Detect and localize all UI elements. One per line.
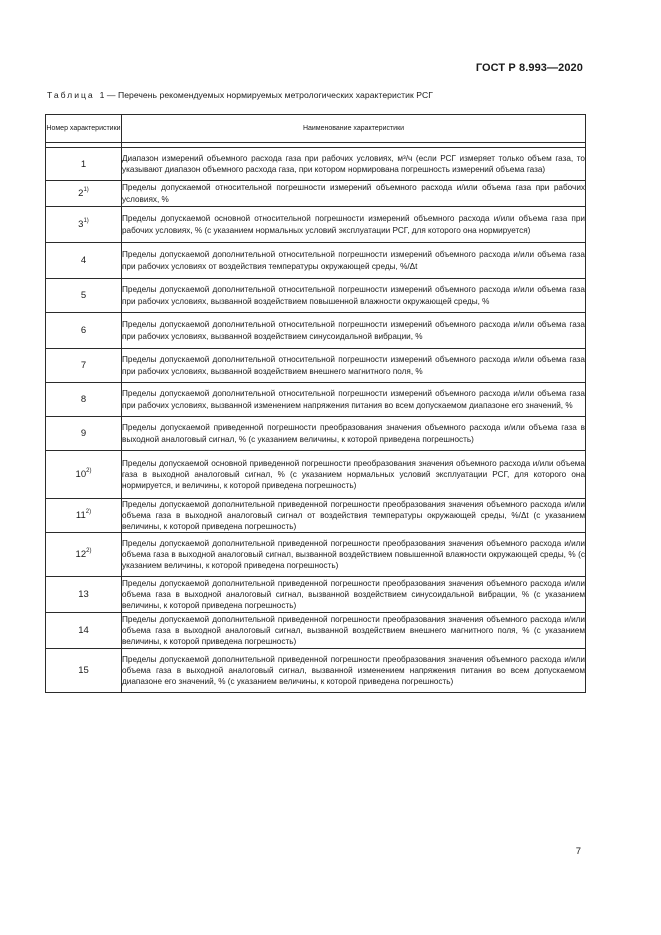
row-number xyxy=(46,383,122,417)
row-number-value: 5 xyxy=(80,290,87,301)
table-row xyxy=(46,383,586,417)
row-description: Пределы допускаемой дополнительной приведенной погрешности преобразования значения объемного расхода и/или объема газа в выходной аналоговый сигнал, вызванной воздействием внешнего магнитного поля, % (с указанием величины, к которой приведена погрешность) xyxy=(122,613,586,649)
row-number xyxy=(46,313,122,349)
table-row xyxy=(46,499,586,533)
page-number: 7 xyxy=(575,846,581,857)
header-name: Наименование характеристики xyxy=(122,115,586,143)
row-description: Пределы допускаемой дополнительной относительной погрешности измерений объемного расхода и/или объема газа при рабочих условиях от воздействия температуры окружающей среды, %/Δt xyxy=(122,243,586,279)
row-number xyxy=(46,533,122,577)
row-footnote-marker: 2) xyxy=(86,468,92,474)
table-row xyxy=(46,577,586,613)
characteristics-table xyxy=(45,114,586,693)
table-row xyxy=(46,148,586,181)
table-header-row xyxy=(46,115,586,143)
row-number-value: 3 xyxy=(78,219,84,230)
row-description: Пределы допускаемой дополнительной относительной погрешности измерений объемного расхода и/или объема газа при рабочих условиях, вызванной воздействием синусоидальной вибрации, % xyxy=(122,313,586,349)
row-description: Пределы допускаемой приведенной погрешности преобразования значения объемного расхода и/или объема газа в выходной аналоговый сигнал, % (с указанием величины, к которой приведена погрешность) xyxy=(122,417,586,451)
row-description: Пределы допускаемой дополнительной относительной погрешности измерений объемного расхода и/или объема газа при рабочих условиях, вызванной воздействием повышенной влажности окружающей среды, % xyxy=(122,279,586,313)
row-description: Пределы допускаемой основной относительной погрешности измерений объемного расхода и/или объема газа при рабочих условиях, % (с указанием нормальных условий эксплуатации РСГ, для которого она нормируется) xyxy=(122,207,586,243)
row-number xyxy=(46,181,122,207)
row-footnote-marker: 2) xyxy=(86,548,92,555)
row-number-value: 15 xyxy=(78,665,89,677)
table-row xyxy=(46,279,586,313)
row-number-value: 4 xyxy=(80,255,87,266)
row-number-value: 12 xyxy=(75,549,87,561)
table-row xyxy=(46,451,586,499)
row-description: Пределы допускаемой дополнительной приведенной погрешности преобразования значения объемного расхода и/или объема газа в выходной аналоговый сигнал, вызванной воздействием повышенной влажности окружающей среды, % (с указанием величины, к которой приведена погрешность) xyxy=(122,533,586,577)
row-description: Пределы допускаемой дополнительной приведенной погрешности преобразования значения объемного расхода и/или объема газа в выходной аналоговый сигнал, вызванной воздействием синусоидальной вибрации, % (с указанием величины, к которой приведена погрешность) xyxy=(122,577,586,613)
row-footnote-marker: 1) xyxy=(83,187,89,193)
row-number xyxy=(46,649,122,693)
row-description: Пределы допускаемой дополнительной относительной погрешности измерений объемного расхода и/или объема газа при рабочих условиях, вызванной изменением напряжения питания во всем допускаемом диапазоне его значений, % xyxy=(122,383,586,417)
table-caption xyxy=(47,90,433,100)
table-body xyxy=(46,148,586,693)
row-footnote-marker: 1) xyxy=(83,218,89,224)
table-caption-number: 1 xyxy=(99,90,105,100)
table-row xyxy=(46,313,586,349)
table-row xyxy=(46,207,586,243)
row-number-value: 14 xyxy=(78,625,89,637)
row-number-value: 10 xyxy=(75,469,87,480)
row-number xyxy=(46,577,122,613)
row-number-value: 2 xyxy=(78,188,84,199)
row-number xyxy=(46,148,122,181)
row-description: Диапазон измерений объемного расхода газа при рабочих условиях, м³/ч (если РСГ измеряет только объем газа, то указывают диапазон объемного расхода газа, при котором нормирована погрешность измерений объема газа) xyxy=(122,148,586,181)
row-number-value: 7 xyxy=(80,360,87,371)
table-row xyxy=(46,649,586,693)
row-description: Пределы допускаемой основной приведенной погрешности преобразования значения объемного расхода и/или объема газа в выходной аналоговый сигнал, % (с указанием нормальных условий эксплуатации РСГ, для которого она нормируется, и величины, к которой приведена погрешность) xyxy=(122,451,586,499)
row-description: Пределы допускаемой дополнительной приведенной погрешности преобразования значения объемного расхода и/или объема газа в выходной аналоговый сигнал, вызванной изменением напряжения питания во всем допускаемом диапазоне его значений, % (с указанием величины, к которой приведена погрешность) xyxy=(122,649,586,693)
table-caption-label: Таблица xyxy=(47,90,95,100)
row-number xyxy=(46,417,122,451)
row-number xyxy=(46,451,122,499)
row-number-value: 11 xyxy=(75,510,86,522)
row-number xyxy=(46,349,122,383)
row-number-value: 9 xyxy=(80,428,87,439)
row-number xyxy=(46,207,122,243)
standard-code: ГОСТ Р 8.993—2020 xyxy=(475,62,583,74)
row-number-value: 6 xyxy=(80,325,87,336)
row-description: Пределы допускаемой относительной погрешности измерений объемного расхода и/или объема газа при рабочих условиях, % xyxy=(122,181,586,207)
table-row xyxy=(46,417,586,451)
table-row xyxy=(46,613,586,649)
row-footnote-marker: 2) xyxy=(85,509,92,516)
table-row xyxy=(46,533,586,577)
table-row xyxy=(46,181,586,207)
table-caption-text: — Перечень рекомендуемых нормируемых метрологических характеристик РСГ xyxy=(106,90,433,100)
row-number xyxy=(46,499,122,533)
header-number: Номер характеристики xyxy=(46,115,122,143)
row-description: Пределы допускаемой дополнительной приведенной погрешности преобразования значения объемного расхода и/или объема газа в выходной аналоговый сигнал от воздействия температуры окружающей среды, %/Δt (с указанием величины, к которой приведена погрешность) xyxy=(122,500,585,532)
row-number-value: 13 xyxy=(78,589,89,601)
table-row xyxy=(46,243,586,279)
row-number xyxy=(46,279,122,313)
row-number xyxy=(46,613,122,649)
row-number xyxy=(46,243,122,279)
table-row xyxy=(46,349,586,383)
row-number-value: 8 xyxy=(80,394,87,405)
row-description: Пределы допускаемой дополнительной относительной погрешности измерений объемного расхода и/или объема газа при рабочих условиях, вызванной воздействием внешнего магнитного поля, % xyxy=(122,349,586,383)
row-number-value: 1 xyxy=(80,158,87,170)
